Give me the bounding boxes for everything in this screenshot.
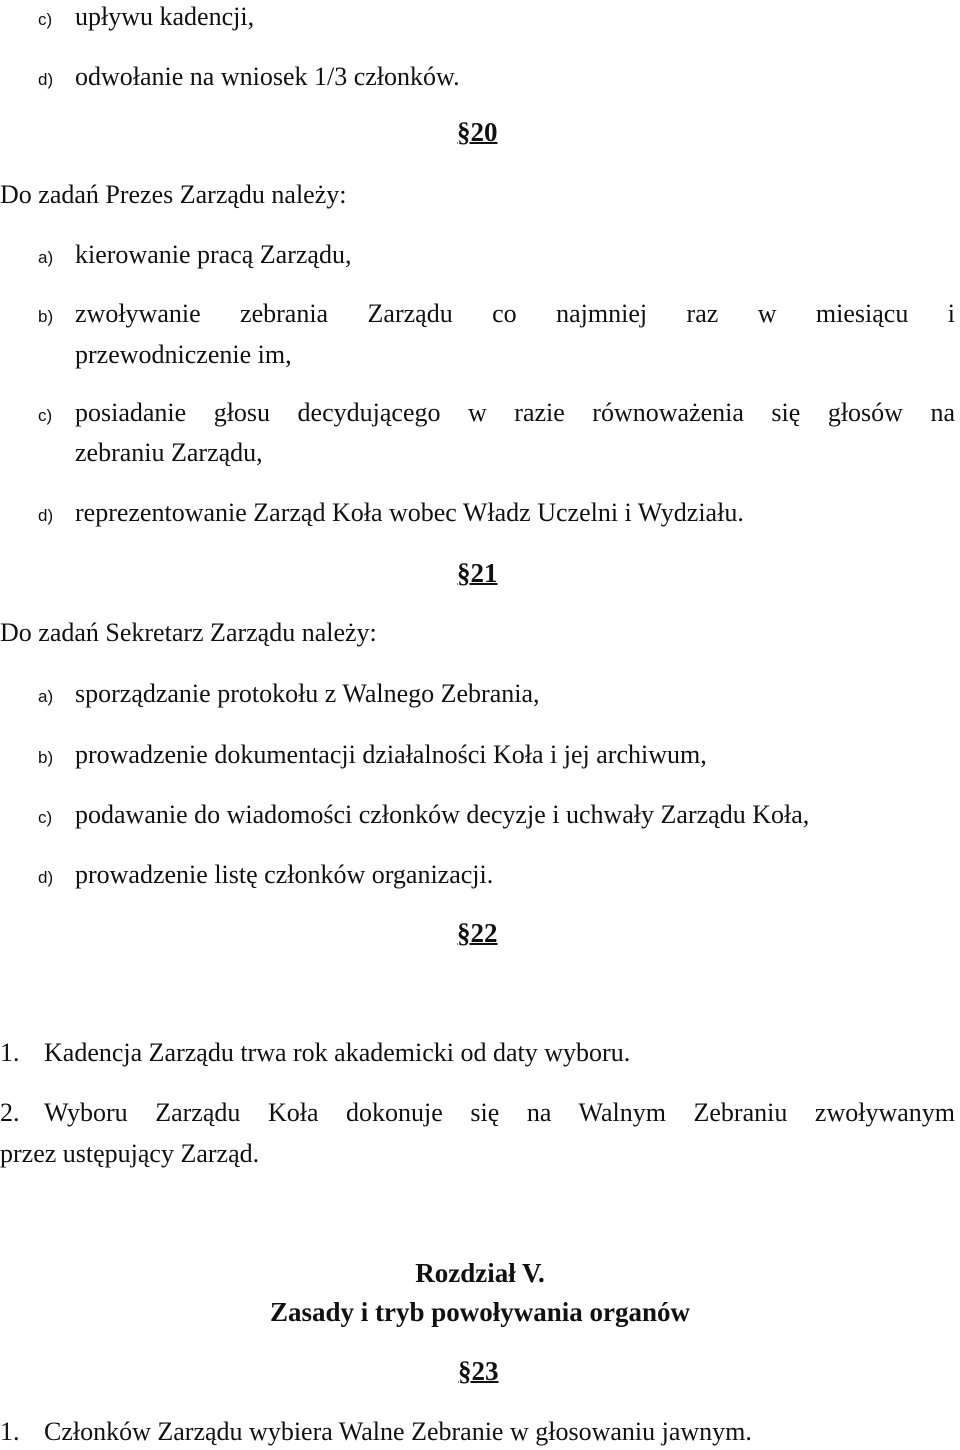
list-marker: c) (38, 10, 53, 29)
item-number: 1. (0, 1038, 20, 1067)
list-marker: d) (38, 506, 54, 525)
list-item-text: upływu kadencji, (75, 2, 255, 31)
section-heading (457, 117, 498, 148)
numbered-item (0, 1038, 630, 1068)
paragraph-sign-icon: § (457, 918, 471, 948)
section-number: 20 (470, 117, 498, 147)
section-intro: Do zadań Sekretarz Zarządu należy: (0, 618, 377, 647)
section-heading (457, 558, 498, 589)
list-item (0, 299, 75, 332)
section-heading (458, 1356, 499, 1387)
list-marker: a) (38, 248, 54, 267)
numbered-item (0, 1417, 752, 1447)
list-item (0, 62, 460, 95)
list-item-text: posiadanie głosu decydującego w razie równoważenia się głosów na (75, 398, 955, 427)
item-text: Wyboru Zarządu Koła dokonuje się na Walnym Zebraniu zwoływanym (44, 1098, 955, 1127)
section-intro: Do zadań Prezes Zarządu należy: (0, 180, 347, 209)
paragraph-sign-icon: § (457, 558, 471, 588)
list-item (0, 740, 707, 773)
chapter-title: Rozdział V. (415, 1258, 545, 1288)
paragraph-sign-icon: § (457, 117, 471, 147)
list-item-text: kierowanie pracą Zarządu, (75, 240, 352, 269)
list-item (0, 860, 493, 893)
section-heading (457, 918, 498, 949)
list-item (0, 679, 540, 712)
list-item (0, 2, 254, 35)
list-item (0, 800, 809, 833)
list-item-text: prowadzenie dokumentacji działalności Koła i jej archiwum, (75, 740, 707, 769)
list-item-text: reprezentowanie Zarząd Koła wobec Władz Uczelni i Wydziału. (75, 498, 744, 527)
chapter-subtitle: Zasady i tryb powoływania organów (269, 1297, 691, 1327)
list-marker: d) (38, 70, 54, 89)
list-item-text: prowadzenie listę członków organizacji. (75, 860, 494, 889)
item-text: Członków Zarządu wybiera Walne Zebranie w głosowaniu jawnym. (44, 1417, 752, 1446)
list-item-text: odwołanie na wniosek 1/3 członków. (75, 62, 460, 91)
section-number: 22 (470, 918, 498, 948)
paragraph-sign-icon: § (458, 1356, 472, 1386)
list-marker: a) (38, 687, 54, 706)
list-marker: c) (38, 406, 53, 425)
list-item-continuation: zebraniu Zarządu, (75, 438, 263, 467)
section-number: 21 (470, 558, 498, 588)
list-marker: b) (38, 307, 54, 326)
list-item-text: podawanie do wiadomości członków decyzje i uchwały Zarządu Koła, (75, 800, 810, 829)
list-marker: d) (38, 868, 54, 887)
numbered-item (0, 1098, 44, 1128)
list-marker: c) (38, 808, 53, 827)
list-marker: b) (38, 748, 54, 767)
list-item-continuation: przewodniczenie im, (75, 340, 292, 369)
list-item-text: sporządzanie protokołu z Walnego Zebrania, (75, 679, 540, 708)
item-continuation: przez ustępujący Zarząd. (0, 1139, 260, 1168)
item-text: Kadencja Zarządu trwa rok akademicki od daty wyboru. (44, 1038, 631, 1067)
item-number: 1. (0, 1417, 20, 1446)
list-item (0, 240, 351, 273)
item-number: 2. (0, 1098, 20, 1127)
list-item (0, 498, 744, 531)
section-number: 23 (471, 1356, 499, 1386)
list-item (0, 398, 75, 431)
list-item-text: zwoływanie zebrania Zarządu co najmniej raz w miesiącu i (75, 299, 955, 328)
